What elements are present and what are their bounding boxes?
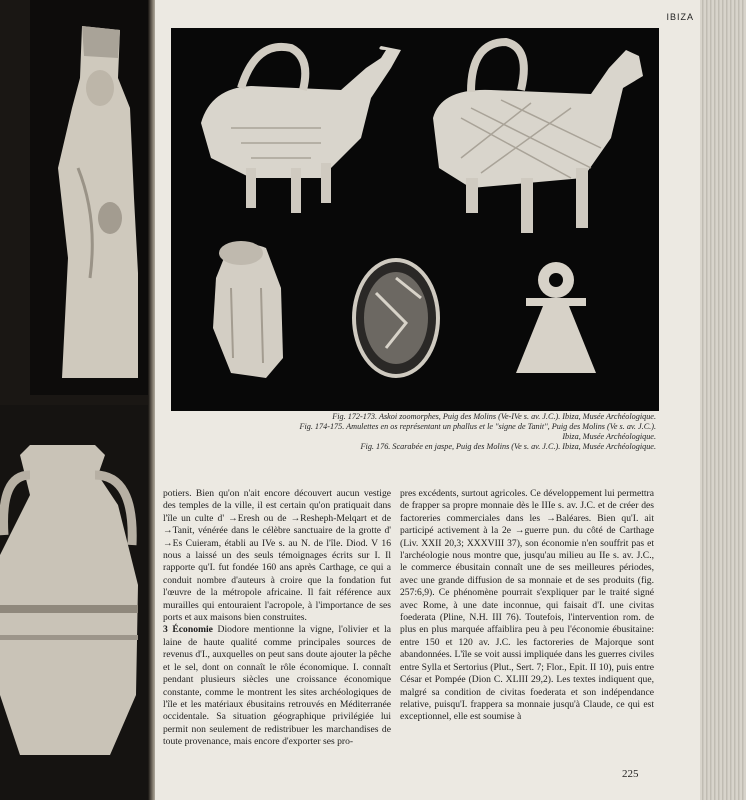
- body-paragraph: pres excédents, surtout agricoles. Ce développement lui permettra de frapper sa propre monnaie dès le IIIe s. av. J.C. et de créer des factoreries commerciales dans les →Baléares. Bien qu'I. ait participé activement à la 2e →guerre pun. du côté de Carthage (Liv. XXII 20,3; XXXVIII 37), son économie n'en souffrit pas et l'archéologie nous montre que, jusqu'au milieu au IIe s. av. J.C., le commerce ébusitain connaît une de ses meilleures périodes, avec une grande diffusion de sa monnaie et de ses produits (fig. 257:6,9). Ce phénomène pourrait s'expliquer par le traité signé avec Rome, à une date inconnue, qui faisait d'I. une civitas foederata (Pline, N.H. III 76). Toutefois, l'intervention rom. de plus en plus marquée affaiblira peu à peu l'économie ébusitaine: entre 150 et 120 av. J.C. les factoreries de Majorque sont abandonnées. L'île se voit aussi impliquée dans les guerres civiles entre Sylla et Sertorius (Plut., Sert. 7; Flor., Epit. II 10), puis entre César et Pompée (Dion C. XLIII 29,2). Les textes indiquent que, malgré sa condition de civitas foederata et son indépendance relative, puisqu'I. frappera sa monnaie jusqu'à Claude, ce qui est exceptionnel, elle est soumise à: [400, 488, 654, 723]
- terracotta-figurine-image: [38, 18, 138, 378]
- caption-line: Fig. 176. Scarabée en jaspe, Puig des Molins (Ve s. av. J.C.). Ibiza, Musée Archéologique.: [360, 442, 656, 451]
- jasper-scarab-image: [354, 260, 438, 376]
- figure-captions: [196, 412, 656, 452]
- bone-amulet-image: [213, 241, 283, 378]
- caption-line: Fig. 174-175. Amulettes en os représentant un phallus et le ''signe de Tanit'', Puig des Molins (Ve s. av. J.C.).: [299, 422, 656, 431]
- left-page: [0, 0, 152, 800]
- photo-plate: [171, 28, 659, 411]
- page-edges: [700, 0, 746, 800]
- ram-askos-image: [433, 42, 643, 233]
- body-paragraph: potiers. Bien qu'on n'ait encore découvert aucun vestige des temples de la ville, il est certain qu'on pratiquait dans l'île un culte d' →Eresh ou de →Resheph-Melqart et de →Tanit, vénérée dans le célèbre sanctuaire de la grotte d' →Es Cuieram, établi au IVe s. au N. de l'île. Diod. V 16 nous a laissé un des seuls témoignages écrits sur I. Il rapporte qu'I. fut fondée 160 ans après Carthage, ce qui a conduit nombre d'auteurs à croire que la fondation fut l'œuvre de la métropole africaine. Il fait référence aux murailles qui entouraient l'acropole, à l'importance de ses ports et aux maisons bien construites.: [163, 488, 391, 624]
- body-paragraph: Diodore mentionne la vigne, l'olivier et la laine de haute qualité comme principales sources de revenus d'I., auxquelles on peut sans doute ajouter la pêche et le sel, dont on connaît le rôle économique. I. connaît pendant plusieurs siècles une croissance économique constante, comme le montrent les sites archéologiques de l'île et les matériaux ébusitains retrouvés en Méditerranée occidentale. Sa situation géographique privilégiée lui permit non seulement de redistribuer les marchandises de toute provenance, mais encore d'exporter ses pro-: [163, 624, 391, 748]
- caption-line: Ibiza, Musée Archéologique.: [562, 432, 656, 441]
- section-heading: 3 Économie: [163, 624, 213, 636]
- bird-askos-image: [201, 46, 401, 213]
- amphora-image: [0, 435, 145, 765]
- left-text-column: [163, 488, 391, 749]
- tanit-amulet-image: [516, 262, 596, 373]
- page-number: 225: [622, 768, 639, 780]
- caption-line: Fig. 172-173. Askoi zoomorphes, Puig des Molins (Ve-IVe s. av. J.C.). Ibiza, Musée Archéologique.: [332, 412, 656, 421]
- running-header: IBIZA: [666, 12, 694, 22]
- right-text-column: [400, 488, 654, 724]
